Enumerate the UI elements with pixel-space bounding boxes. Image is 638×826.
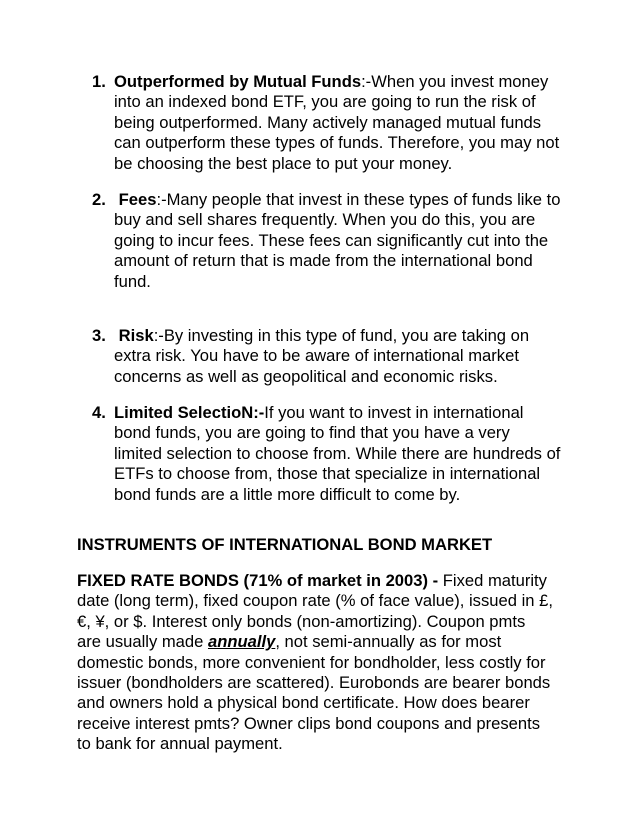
paragraph-text: are usually made — [77, 632, 208, 652]
paragraph-text: , not semi-annually as for most — [275, 632, 502, 652]
list-item-line: extra risk. You have to be aware of international market — [114, 346, 519, 366]
list-item-text: If you want to invest in international — [264, 403, 524, 422]
paragraph-text: Fixed maturity — [438, 571, 547, 590]
list-item-line: be choosing the best place to put your money. — [114, 153, 453, 173]
list-item-body — [114, 326, 562, 387]
list-item-number: 4. — [92, 403, 106, 422]
list-item-line — [114, 403, 562, 423]
list-item-line: going to incur fees. These fees can significantly cut into the — [114, 230, 549, 250]
paragraph-line: issuer (bondholders are scattered). Eurobonds are bearer bonds — [77, 673, 551, 693]
list-item-term: Limited SelectioN:- — [114, 403, 265, 422]
list-item-text: :-By investing in this type of fund, you are taking on — [153, 326, 530, 345]
paragraph-emphasis: annually — [207, 632, 276, 652]
list-item-line: bond funds are a little more difficult to come by. — [114, 484, 461, 504]
list-item-number: 3. — [92, 326, 106, 345]
paragraph-line: €, ¥, or $. Interest only bonds (non-amortizing). Coupon pmts — [77, 611, 526, 631]
paragraph-line: domestic bonds, more convenient for bondholder, less costly for — [77, 652, 546, 672]
list-item-line: ETFs to choose from, those that specialize in international — [114, 464, 541, 484]
list-item-term: Risk — [118, 326, 154, 345]
paragraph-line: to bank for annual payment. — [77, 734, 283, 754]
paragraph-line — [77, 632, 597, 652]
list-item-line — [114, 72, 562, 92]
list-item-body — [114, 403, 562, 505]
list-item-term: Outperformed by Mutual Funds — [114, 72, 362, 91]
list-item-line: fund. — [114, 271, 151, 291]
list-item-fees — [92, 190, 562, 292]
paragraph-line: receive interest pmts? Owner clips bond coupons and presents — [77, 713, 541, 733]
list-item-line: buy and sell shares frequently. When you do this, you are — [114, 210, 536, 230]
list-item-line: bond funds, you are going to find that you have a very — [114, 423, 510, 443]
paragraph-line — [77, 571, 597, 591]
list-item-number: 1. — [92, 72, 106, 91]
list-item-line — [114, 326, 562, 346]
list-item-outperformed — [92, 72, 562, 174]
list-item-text: :-When you invest money — [361, 72, 549, 91]
list-item-limited-selection — [92, 403, 562, 505]
list-item-line: limited selection to choose from. While there are hundreds of — [114, 443, 561, 463]
list-item-risk — [92, 326, 562, 387]
list-item-line: into an indexed bond ETF, you are going to run the risk of — [114, 92, 536, 112]
fixed-rate-bonds-paragraph — [77, 571, 597, 755]
list-item-text: :-Many people that invest in these types of funds like to — [156, 190, 561, 209]
list-item-line: being outperformed. Many actively managed mutual funds — [114, 112, 542, 132]
list-item-term: Fees — [118, 190, 157, 209]
list-item-body — [114, 72, 562, 174]
list-item-line — [114, 190, 562, 210]
list-item-number: 2. — [92, 190, 106, 209]
list-item-line: amount of return that is made from the international bond — [114, 251, 533, 271]
list-item-line: concerns as well as geopolitical and economic risks. — [114, 366, 498, 386]
paragraph-line: and owners hold a physical bond certificate. How does bearer — [77, 693, 530, 713]
list-item-line: can outperform these types of funds. Therefore, you may not — [114, 133, 560, 153]
paragraph-line: date (long term), fixed coupon rate (% of face value), issued in £, — [77, 591, 553, 611]
paragraph-lead: FIXED RATE BONDS (71% of market in 2003) - — [77, 571, 439, 590]
list-item-body — [114, 190, 562, 292]
section-heading: INSTRUMENTS OF INTERNATIONAL BOND MARKET — [77, 535, 493, 554]
